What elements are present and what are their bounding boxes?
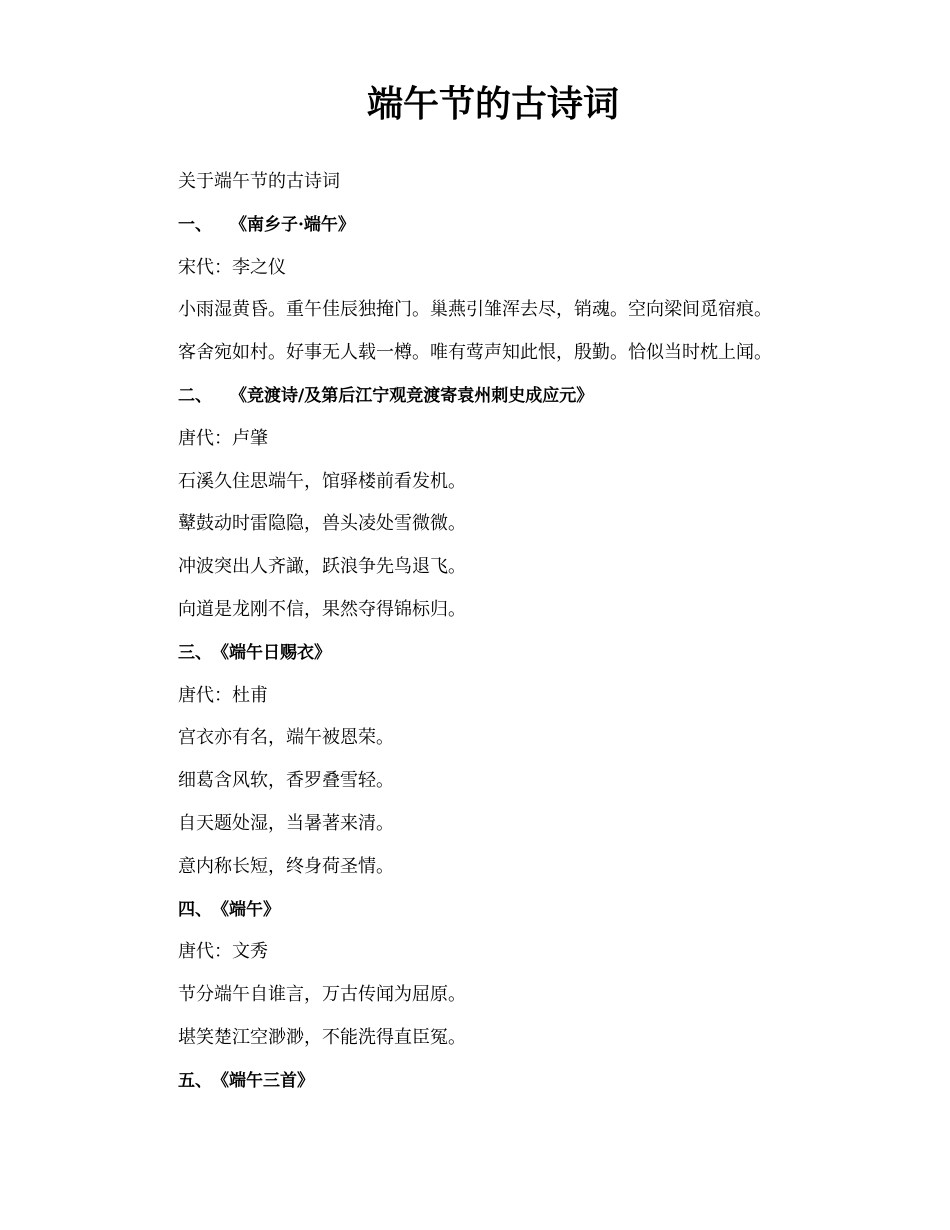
poem-title: 《端午三首》: [212, 1070, 314, 1091]
poem-line: 冲波突出人齐譀，跃浪争先鸟退飞。: [178, 556, 466, 578]
poem-number: 二、: [178, 385, 212, 406]
poem-line: 意内称长短，终身荷圣情。: [178, 855, 394, 877]
poem-title: 《端午日赐衣》: [212, 642, 331, 663]
poem-heading: [178, 896, 878, 939]
poem-heading: [178, 1067, 878, 1110]
poem-line: 节分端午自谁言，万古传闻为屈原。: [178, 984, 466, 1006]
poem-title: 《端午》: [212, 899, 280, 920]
poem-line: 向道是龙刚不信，果然夺得锦标归。: [178, 598, 466, 620]
poem-line: 客舍宛如村。好事无人载一樽。唯有莺声知此恨，殷勤。恰似当时枕上闻。: [178, 342, 772, 364]
poem-heading: [178, 211, 878, 254]
intro-text: 关于端午节的古诗词: [178, 171, 340, 192]
poem-line: 堪笑楚江空渺渺，不能洗得直臣冤。: [178, 1026, 466, 1048]
poem-line: 宫衣亦有名，端午被恩荣。: [178, 727, 394, 749]
poem-author: 唐代：杜甫: [178, 684, 268, 706]
poem-author: 宋代：李之仪: [178, 256, 286, 278]
poem-title: 《南乡子·端午》: [230, 214, 355, 235]
poem-number: 五、: [178, 1070, 212, 1091]
document-title: 端午节的古诗词: [366, 83, 619, 125]
poem-author: 唐代：卢肇: [178, 427, 268, 449]
document-body: [178, 168, 878, 1110]
poem-line: 鼙鼓动时雷隐隐，兽头凌处雪微微。: [178, 513, 466, 535]
poem-number: 三、: [178, 642, 212, 663]
poem-line: 石溪久住思端午，馆驿楼前看发机。: [178, 470, 466, 492]
poem-number: 四、: [178, 899, 212, 920]
poem-line: 细葛含风软，香罗叠雪轻。: [178, 770, 394, 792]
poem-author: 唐代：文秀: [178, 941, 268, 963]
poem-title: 《竞渡诗/及第后江宁观竞渡寄袁州刺史成应元》: [230, 385, 594, 406]
poem-line: 自天题处湿，当暑著来清。: [178, 812, 394, 834]
poem-heading: [178, 639, 878, 682]
poem-line: 小雨湿黄昏。重午佳辰独掩门。巢燕引雏浑去尽，销魂。空向梁间觅宿痕。: [178, 299, 772, 321]
poem-heading: [178, 382, 878, 425]
poem-number: 一、: [178, 214, 212, 235]
